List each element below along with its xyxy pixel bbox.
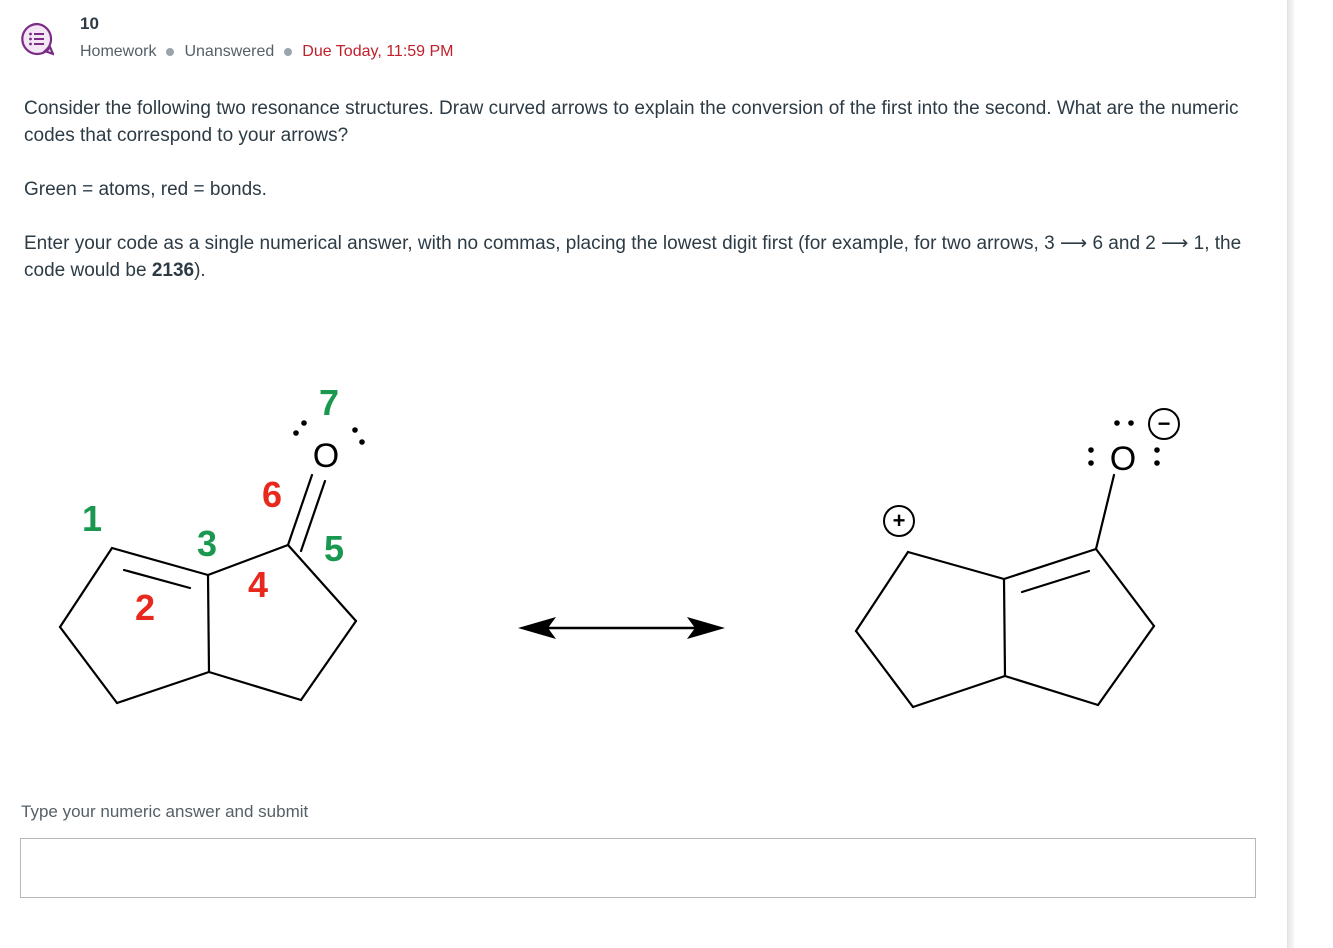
question-type: Homework: [80, 43, 157, 60]
question-prompt: [24, 95, 1254, 311]
atom-label-5: 5: [323, 528, 345, 569]
prompt-legend: Green = atoms, red = bonds.: [24, 179, 267, 200]
bond-line: [288, 545, 356, 621]
plus-charge-sign: +: [892, 508, 906, 533]
lone-pair-dot: [352, 427, 358, 433]
bond-line: [1096, 549, 1154, 626]
answer-label: Type your numeric answer and submit: [21, 802, 309, 821]
bond-line: [301, 481, 325, 551]
bond-line: [301, 621, 356, 700]
question-number: 10: [80, 14, 99, 33]
bond-line: [117, 672, 209, 703]
lone-pair-dot: [293, 430, 299, 436]
lone-pair-dot: [1154, 460, 1160, 466]
lone-pair-dot: [1114, 420, 1120, 426]
question-status: Unanswered: [184, 43, 275, 60]
separator-dot: [284, 48, 292, 56]
atom-label-3: 3: [196, 523, 218, 564]
bond-line: [288, 475, 312, 545]
bond-line: [60, 548, 112, 627]
atom-label-7: 7: [318, 382, 340, 423]
bond-label-6: 6: [261, 474, 283, 515]
separator-dot: [166, 48, 174, 56]
bond-label-4: 4: [247, 564, 269, 605]
bond-line: [1004, 579, 1005, 676]
lone-pair-dot: [301, 420, 307, 426]
bond-line: [913, 676, 1005, 707]
prompt-instructions: Enter your code as a single numerical answer, with no commas, placing the lowest digit first (for example, for two arrows, 3 ⟶ 6 and 2 ⟶ 1, the code would be 2136).: [24, 233, 1242, 281]
question-meta: [80, 43, 454, 61]
minus-charge-sign: −: [1157, 411, 1171, 436]
lone-pair-dot: [359, 439, 365, 445]
lone-pair-dot: [1128, 420, 1134, 426]
bond-line: [1005, 676, 1098, 705]
bond-line: [908, 552, 1004, 579]
bond-line: [856, 552, 908, 631]
bond-line: [1004, 549, 1096, 579]
atom-label-1: 1: [81, 498, 103, 539]
bond-line: [208, 575, 209, 672]
bond-label-2: 2: [134, 587, 156, 628]
bond-line: [1098, 626, 1154, 705]
numeric-answer-input[interactable]: [20, 838, 1256, 898]
bond-line: [60, 627, 117, 703]
due-date: Due Today, 11:59 PM: [302, 43, 454, 60]
bond-line: [856, 631, 913, 707]
lone-pair-dot: [1088, 460, 1094, 466]
bond-line: [1022, 571, 1089, 592]
lone-pair-dot: [1088, 447, 1094, 453]
oxygen-atom-anion: O: [1109, 440, 1137, 478]
lone-pair-dot: [1154, 447, 1160, 453]
prompt-paragraph: Consider the following two resonance structures. Draw curved arrows to explain the conversion of the first into the second. What are the numeric codes that correspond to your arrows?: [24, 98, 1239, 146]
oxygen-atom: O: [312, 437, 340, 475]
bond-line: [124, 570, 190, 588]
bond-line: [1096, 475, 1114, 549]
bond-line: [209, 672, 301, 700]
question-list-icon: [20, 22, 54, 56]
resonance-figure: [0, 370, 1290, 730]
example-code: 2136: [151, 260, 195, 281]
